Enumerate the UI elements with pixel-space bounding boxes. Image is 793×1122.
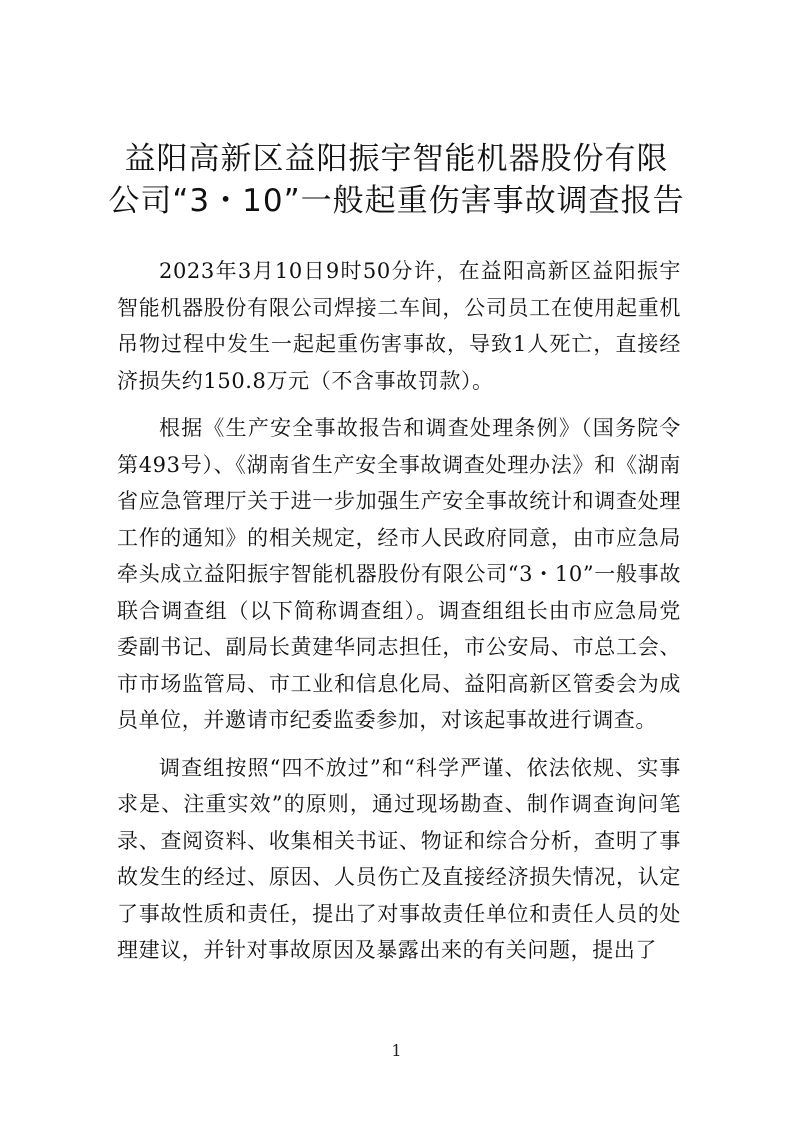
title-line-1: 益阳高新区益阳振宇智能机器股份有限 bbox=[124, 141, 669, 177]
paragraph-accident-summary: 2023年3月10日9时50分许，在益阳高新区益阳振宇智能机器股份有限公司焊接二车间，公司员工在使用起重机吊物过程中发生一起起重伤害事故，导致1人死亡，直接经济损失约150.8万元（不含事故罚款）。 bbox=[117, 259, 681, 393]
paragraph-legal-basis: 根据《生产安全事故报告和调查处理条例》（国务院令第493号）、《湖南省生产安全事故调查处理办法》和《湖南省应急管理厅关于进一步加强生产安全事故统计和调查处理工作的通知》的相关规定，经市人民政府同意，由市应急局牵头成立益阳振宇智能机器股份有限公司“3・10”一般事故联合调查组（以下简称调查组）。调查组组长由市应急局党委副书记、副局长黄建华同志担任，市公安局、市总工会、市市场监管局、市工业和信息化局、益阳高新区管委会为成员单位，并邀请市纪委监委参加，对该起事故进行调查。 bbox=[117, 416, 681, 732]
paragraph-investigation-principles: 调查组按照“四不放过”和“科学严谨、依法依规、实事求是、注重实效”的原则，通过现场勘查、制作调查询问笔录、查阅资料、收集相关书证、物证和综合分析，查明了事故发生的经过、原因、人员伤亡及直接经济损失情况，认定了事故性质和责任，提出了对事故责任单位和责任人员的处理建议，并针对事故原因及暴露出来的有关问题，提出了 bbox=[117, 755, 681, 962]
page-number: 1 bbox=[391, 1041, 402, 1060]
title-line-2: 公司“3・10”一般起重伤害事故调查报告 bbox=[108, 183, 685, 219]
document-title bbox=[60, 138, 733, 222]
document-body bbox=[117, 253, 681, 980]
